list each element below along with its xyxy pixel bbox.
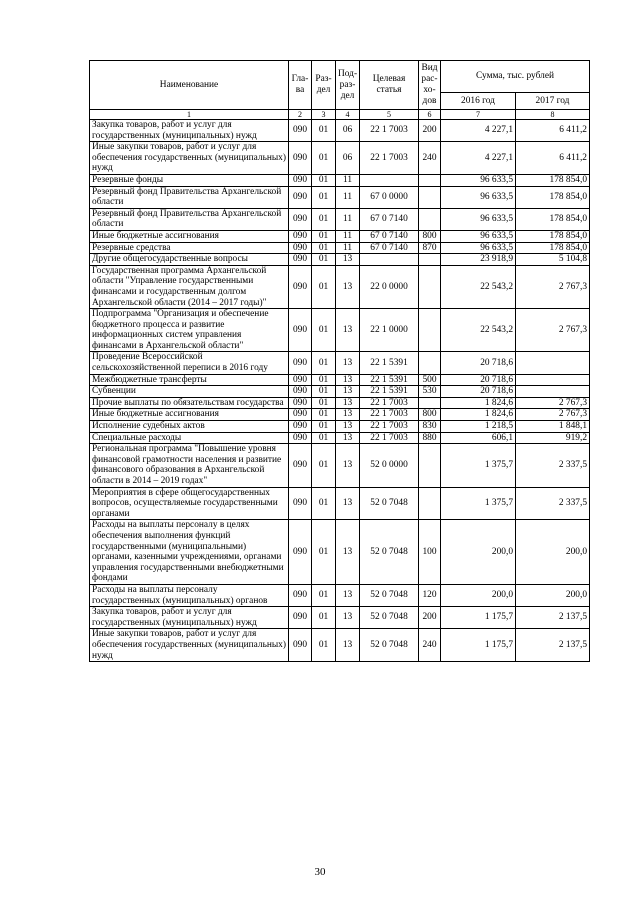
row-sum-2017: 178 854,0 [516, 186, 590, 208]
row-target-article: 22 0 0000 [360, 265, 419, 308]
row-sum-2017: 919,2 [516, 432, 590, 444]
row-section: 01 [312, 309, 336, 352]
row-sum-2017 [516, 352, 590, 374]
row-subsection: 13 [336, 374, 360, 386]
row-sum-2016: 96 633,5 [441, 208, 516, 230]
header-year-2016: 2016 год [441, 93, 516, 110]
row-sum-2017: 6 411,2 [516, 120, 590, 142]
row-section: 01 [312, 386, 336, 398]
row-section: 01 [312, 607, 336, 629]
row-sum-2016: 96 633,5 [441, 186, 516, 208]
row-expense-kind: 120 [419, 584, 441, 606]
table-row [90, 386, 590, 398]
row-expense-kind [419, 265, 441, 308]
header-chapter: Гла- ва [289, 61, 312, 110]
row-name: Резервный фонд Правительства Архангельской области [90, 208, 289, 230]
row-sum-2016: 96 633,5 [441, 174, 516, 186]
row-sum-2017: 178 854,0 [516, 230, 590, 242]
row-subsection: 13 [336, 520, 360, 585]
row-subsection: 13 [336, 444, 360, 487]
row-sum-2017: 2 767,3 [516, 397, 590, 409]
row-expense-kind: 870 [419, 242, 441, 254]
row-name: Государственная программа Архангельской области "Управление государственными финансами и государственным долгом Архангельской области (2014 – 2017 годы)" [90, 265, 289, 308]
row-sum-2016: 23 918,9 [441, 254, 516, 266]
row-subsection: 13 [336, 265, 360, 308]
row-sum-2017 [516, 374, 590, 386]
row-name: Региональная программа "Повышение уровня финансовой грамотности населения и развитие финансового образования в Архангельской области в 2014 – 2019 годах" [90, 444, 289, 487]
column-number-row [90, 110, 590, 120]
row-chapter: 090 [289, 409, 312, 421]
row-chapter: 090 [289, 309, 312, 352]
row-section: 01 [312, 374, 336, 386]
row-sum-2017: 6 411,2 [516, 142, 590, 175]
row-chapter: 090 [289, 432, 312, 444]
row-target-article: 67 0 7140 [360, 230, 419, 242]
row-chapter: 090 [289, 265, 312, 308]
row-section: 01 [312, 432, 336, 444]
budget-table [89, 60, 590, 662]
row-section: 01 [312, 409, 336, 421]
table-row [90, 487, 590, 520]
row-section: 01 [312, 487, 336, 520]
row-section: 01 [312, 352, 336, 374]
row-section: 01 [312, 584, 336, 606]
row-chapter: 090 [289, 254, 312, 266]
row-name: Расходы на выплаты персоналу в целях обеспечения выполнения функций государственными (муниципальными) органами, казенными учреждениями, органами управления государственными внебюджетными фондами [90, 520, 289, 585]
row-target-article: 22 1 7003 [360, 142, 419, 175]
row-section: 01 [312, 186, 336, 208]
table-row [90, 230, 590, 242]
row-name: Исполнение судебных актов [90, 421, 289, 433]
row-expense-kind [419, 174, 441, 186]
row-name: Прочие выплаты по обязательствам государства [90, 397, 289, 409]
row-expense-kind: 800 [419, 230, 441, 242]
row-expense-kind: 200 [419, 607, 441, 629]
row-expense-kind [419, 397, 441, 409]
column-number: 6 [419, 110, 441, 120]
row-expense-kind: 240 [419, 629, 441, 662]
row-target-article: 52 0 7048 [360, 487, 419, 520]
row-target-article: 52 0 7048 [360, 520, 419, 585]
row-subsection: 13 [336, 432, 360, 444]
row-expense-kind: 240 [419, 142, 441, 175]
header-subsection: Под- раз- дел [336, 61, 360, 110]
row-sum-2016: 1 824,6 [441, 397, 516, 409]
row-section: 01 [312, 230, 336, 242]
row-sum-2017: 2 767,3 [516, 265, 590, 308]
row-name: Иные закупки товаров, работ и услуг для обеспечения государственных (муниципальных) нужд [90, 142, 289, 175]
row-sum-2017: 200,0 [516, 520, 590, 585]
row-sum-2017 [516, 386, 590, 398]
row-subsection: 06 [336, 142, 360, 175]
table-row [90, 186, 590, 208]
table-row [90, 242, 590, 254]
row-target-article [360, 254, 419, 266]
row-chapter: 090 [289, 174, 312, 186]
row-subsection: 11 [336, 186, 360, 208]
table-row [90, 142, 590, 175]
column-number: 4 [336, 110, 360, 120]
row-section: 01 [312, 421, 336, 433]
row-sum-2016: 1 175,7 [441, 607, 516, 629]
page-number: 30 [314, 866, 326, 878]
row-expense-kind [419, 186, 441, 208]
row-name: Проведение Всероссийской сельскохозяйственной переписи в 2016 году [90, 352, 289, 374]
row-chapter: 090 [289, 386, 312, 398]
row-sum-2017: 200,0 [516, 584, 590, 606]
row-sum-2017: 1 848,1 [516, 421, 590, 433]
row-chapter: 090 [289, 374, 312, 386]
row-target-article: 22 1 7003 [360, 409, 419, 421]
header-target: Целевая статья [360, 61, 419, 110]
row-target-article: 22 1 5391 [360, 386, 419, 398]
header-year-2017: 2017 год [516, 93, 590, 110]
row-chapter: 090 [289, 629, 312, 662]
row-target-article: 22 1 7003 [360, 432, 419, 444]
row-chapter: 090 [289, 444, 312, 487]
row-name: Иные бюджетные ассигнования [90, 230, 289, 242]
table-body [90, 120, 590, 662]
row-subsection: 13 [336, 309, 360, 352]
row-chapter: 090 [289, 120, 312, 142]
row-sum-2016: 4 227,1 [441, 142, 516, 175]
row-target-article: 22 1 0000 [360, 309, 419, 352]
row-sum-2017: 2 137,5 [516, 629, 590, 662]
row-subsection: 11 [336, 174, 360, 186]
table-row [90, 432, 590, 444]
row-sum-2016: 200,0 [441, 584, 516, 606]
row-chapter: 090 [289, 142, 312, 175]
row-expense-kind: 100 [419, 520, 441, 585]
header-sum: Сумма, тыс. рублей [441, 61, 590, 93]
table-row [90, 444, 590, 487]
row-target-article: 52 0 7048 [360, 584, 419, 606]
row-sum-2017: 2 337,5 [516, 444, 590, 487]
row-target-article: 22 1 5391 [360, 374, 419, 386]
table-row [90, 309, 590, 352]
row-expense-kind [419, 309, 441, 352]
column-number: 1 [90, 110, 289, 120]
row-sum-2016: 96 633,5 [441, 230, 516, 242]
column-number: 7 [441, 110, 516, 120]
row-sum-2016: 22 543,2 [441, 265, 516, 308]
table-row [90, 208, 590, 230]
row-name: Иные бюджетные ассигнования [90, 409, 289, 421]
row-expense-kind [419, 254, 441, 266]
row-target-article: 52 0 7048 [360, 629, 419, 662]
row-sum-2016: 20 718,6 [441, 374, 516, 386]
row-subsection: 13 [336, 584, 360, 606]
row-sum-2016: 1 175,7 [441, 629, 516, 662]
row-sum-2016: 1 218,5 [441, 421, 516, 433]
row-chapter: 090 [289, 186, 312, 208]
row-section: 01 [312, 629, 336, 662]
row-expense-kind: 880 [419, 432, 441, 444]
table-row [90, 352, 590, 374]
row-name: Иные закупки товаров, работ и услуг для обеспечения государственных (муниципальных) нужд [90, 629, 289, 662]
row-expense-kind: 500 [419, 374, 441, 386]
table-row [90, 421, 590, 433]
row-sum-2017: 178 854,0 [516, 174, 590, 186]
row-subsection: 13 [336, 254, 360, 266]
row-name: Субвенции [90, 386, 289, 398]
header-section: Раз- дел [312, 61, 336, 110]
row-sum-2016: 606,1 [441, 432, 516, 444]
row-section: 01 [312, 208, 336, 230]
row-sum-2017: 2 137,5 [516, 607, 590, 629]
row-expense-kind [419, 208, 441, 230]
row-target-article [360, 174, 419, 186]
row-target-article: 52 0 0000 [360, 444, 419, 487]
row-target-article: 67 0 7140 [360, 242, 419, 254]
row-subsection: 13 [336, 607, 360, 629]
table-row [90, 254, 590, 266]
row-subsection: 06 [336, 120, 360, 142]
table-row [90, 120, 590, 142]
column-number: 5 [360, 110, 419, 120]
row-target-article: 52 0 7048 [360, 607, 419, 629]
row-sum-2017: 2 337,5 [516, 487, 590, 520]
table-row [90, 409, 590, 421]
row-sum-2017: 2 767,3 [516, 309, 590, 352]
row-name: Другие общегосударственные вопросы [90, 254, 289, 266]
row-name: Резервные фонды [90, 174, 289, 186]
table-row [90, 265, 590, 308]
row-name: Резервный фонд Правительства Архангельской области [90, 186, 289, 208]
row-sum-2016: 200,0 [441, 520, 516, 585]
row-expense-kind: 200 [419, 120, 441, 142]
row-expense-kind: 530 [419, 386, 441, 398]
header-name: Наименование [90, 61, 289, 110]
column-number: 8 [516, 110, 590, 120]
row-section: 01 [312, 174, 336, 186]
row-sum-2017: 178 854,0 [516, 242, 590, 254]
table-row [90, 607, 590, 629]
row-subsection: 13 [336, 386, 360, 398]
row-subsection: 13 [336, 487, 360, 520]
row-target-article: 22 1 5391 [360, 352, 419, 374]
row-sum-2017: 178 854,0 [516, 208, 590, 230]
row-expense-kind [419, 352, 441, 374]
row-chapter: 090 [289, 607, 312, 629]
row-subsection: 11 [336, 242, 360, 254]
row-chapter: 090 [289, 352, 312, 374]
row-sum-2016: 1 375,7 [441, 487, 516, 520]
table-row [90, 629, 590, 662]
row-section: 01 [312, 265, 336, 308]
column-number: 2 [289, 110, 312, 120]
row-sum-2016: 22 543,2 [441, 309, 516, 352]
column-number: 3 [312, 110, 336, 120]
row-section: 01 [312, 520, 336, 585]
row-sum-2016: 96 633,5 [441, 242, 516, 254]
row-name: Закупка товаров, работ и услуг для государственных (муниципальных) нужд [90, 607, 289, 629]
row-subsection: 13 [336, 409, 360, 421]
row-section: 01 [312, 397, 336, 409]
row-chapter: 090 [289, 242, 312, 254]
row-name: Закупка товаров, работ и услуг для государственных (муниципальных) нужд [90, 120, 289, 142]
row-sum-2016: 1 824,6 [441, 409, 516, 421]
row-name: Мероприятия в сфере общегосударственных вопросов, осуществляемые государственными органами [90, 487, 289, 520]
row-chapter: 090 [289, 487, 312, 520]
row-subsection: 13 [336, 421, 360, 433]
row-target-article: 67 0 7140 [360, 208, 419, 230]
row-subsection: 11 [336, 230, 360, 242]
row-subsection: 13 [336, 352, 360, 374]
row-name: Расходы на выплаты персоналу государственных (муниципальных) органов [90, 584, 289, 606]
row-section: 01 [312, 242, 336, 254]
row-name: Резервные средства [90, 242, 289, 254]
table-row [90, 174, 590, 186]
row-section: 01 [312, 142, 336, 175]
row-sum-2017: 5 104,8 [516, 254, 590, 266]
row-target-article: 67 0 0000 [360, 186, 419, 208]
row-subsection: 13 [336, 397, 360, 409]
row-expense-kind [419, 487, 441, 520]
row-section: 01 [312, 444, 336, 487]
row-name: Подпрограмма "Организация и обеспечение бюджетного процесса и развитие информационных систем управления финансами в Архангельской области" [90, 309, 289, 352]
row-expense-kind: 800 [419, 409, 441, 421]
row-subsection: 11 [336, 208, 360, 230]
row-sum-2016: 20 718,6 [441, 352, 516, 374]
row-expense-kind [419, 444, 441, 487]
row-section: 01 [312, 254, 336, 266]
row-sum-2016: 4 227,1 [441, 120, 516, 142]
row-chapter: 090 [289, 421, 312, 433]
row-chapter: 090 [289, 230, 312, 242]
header-kind: Вид рас- хо- дов [419, 61, 441, 110]
row-sum-2016: 20 718,6 [441, 386, 516, 398]
row-chapter: 090 [289, 520, 312, 585]
row-section: 01 [312, 120, 336, 142]
row-subsection: 13 [336, 629, 360, 662]
table-row [90, 584, 590, 606]
row-expense-kind: 830 [419, 421, 441, 433]
row-chapter: 090 [289, 584, 312, 606]
row-chapter: 090 [289, 397, 312, 409]
row-name: Межбюджетные трансферты [90, 374, 289, 386]
table-row [90, 520, 590, 585]
row-chapter: 090 [289, 208, 312, 230]
row-target-article: 22 1 7003 [360, 421, 419, 433]
row-sum-2017: 2 767,3 [516, 409, 590, 421]
table-row [90, 397, 590, 409]
row-sum-2016: 1 375,7 [441, 444, 516, 487]
row-target-article: 22 1 7003 [360, 397, 419, 409]
row-target-article: 22 1 7003 [360, 120, 419, 142]
table-row [90, 374, 590, 386]
row-name: Специальные расходы [90, 432, 289, 444]
